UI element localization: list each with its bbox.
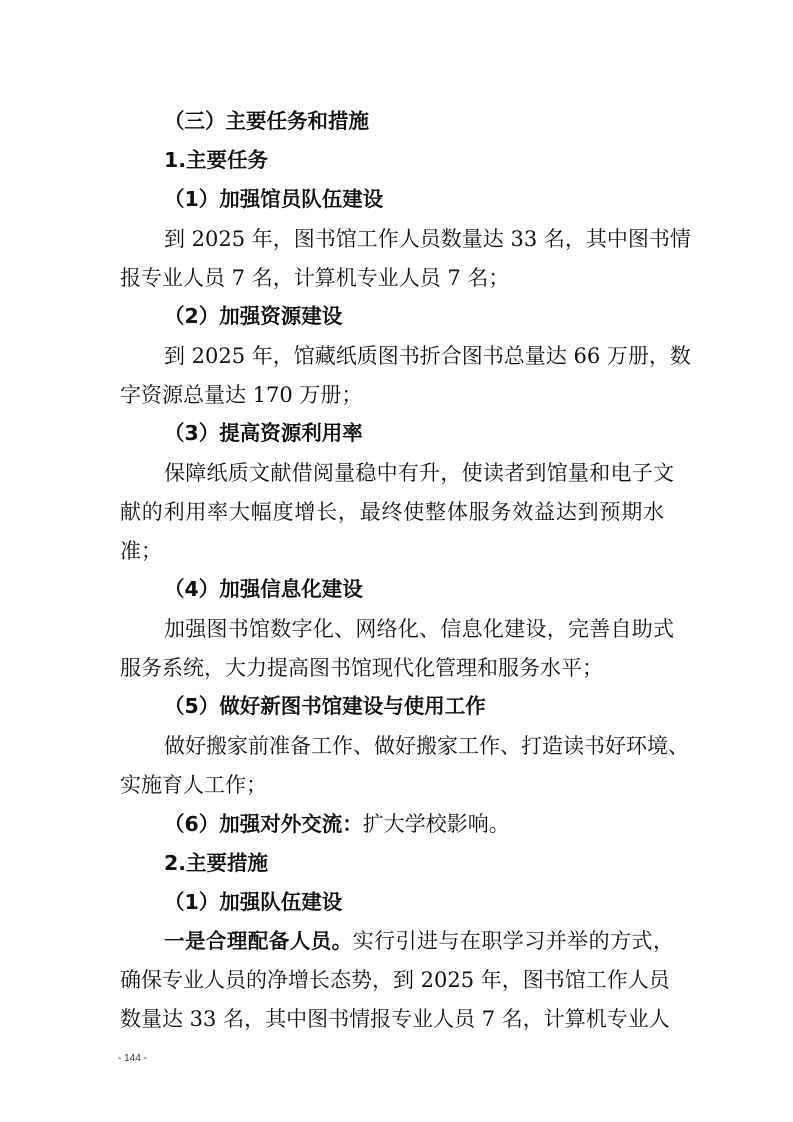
inline-bold-lead: 一是合理配备人员。 [164,929,353,953]
item-heading: （1）加强馆员队伍建设 [164,187,384,211]
paragraph-line: 保障纸质文献借阅量稳中有升，使读者到馆量和电子文 [164,461,674,485]
paragraph-line: 报专业人员 7 名，计算机专业人员 7 名； [120,266,510,290]
subsection-heading: 2.主要措施 [164,851,269,875]
item-heading: （5）做好新图书馆建设与使用工作 [164,694,486,718]
paragraph-line: 服务系统，大力提高图书馆现代化管理和服务水平； [120,656,603,680]
item-heading: （4）加强信息化建设 [164,577,363,601]
paragraph-line [164,927,674,955]
paragraph-line: 献的利用率大幅度增长，最终使整体服务效益达到预期水 [120,500,664,524]
inline-bold-heading: （6）加强对外交流： [164,812,363,836]
paragraph-line [164,810,510,838]
item-heading: （2）加强资源建设 [164,304,343,328]
paragraph-line: 准； [120,539,162,563]
paragraph-line: 实施育人工作； [120,773,267,797]
section-heading: （三）主要任务和措施 [164,109,369,133]
paragraph-line: 字资源总量达 170 万册； [120,383,363,407]
inline-text: 实行引进与在职学习并举的方式， [352,929,674,953]
page-number: - 144 - [118,1053,147,1064]
item-heading: （3）提高资源利用率 [164,421,363,445]
paragraph-line: 加强图书馆数字化、网络化、信息化建设，完善自助式 [164,617,674,641]
item-heading: （1）加强队伍建设 [164,890,343,914]
subsection-heading: 1.主要任务 [164,148,269,172]
paragraph-line: 到 2025 年，馆藏纸质图书折合图书总量达 66 万册，数 [164,344,691,368]
inline-text: 扩大学校影响。 [362,812,510,836]
paragraph-line: 做好搬家前准备工作、做好搬家工作、打造读书好环境、 [164,734,689,758]
paragraph-line: 到 2025 年，图书馆工作人员数量达 33 名，其中图书情 [164,227,691,251]
paragraph-line: 数量达 33 名，其中图书情报专业人员 7 名，计算机专业人 [120,1007,670,1031]
paragraph-line: 确保专业人员的净增长态势，到 2025 年，图书馆工作人员 [120,968,670,992]
